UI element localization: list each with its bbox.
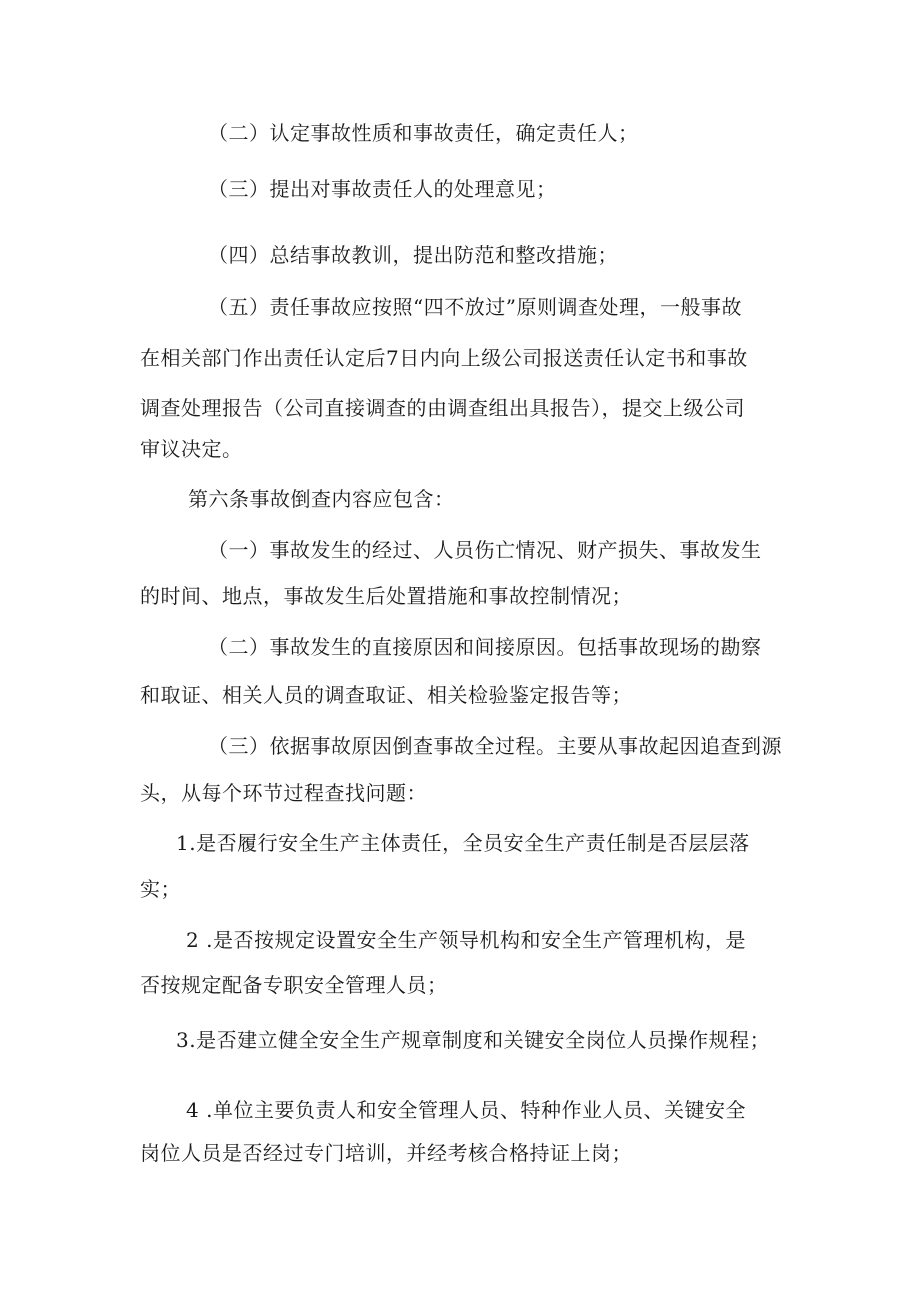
point-4-line-1: 4 .单位主要负责人和安全管理人员、特种作业人员、关键安全 [186, 1098, 746, 1122]
article-6-heading: 第六条事故倒查内容应包含： [188, 487, 455, 511]
item-2-line-1: （二）事故发生的直接原因和间接原因。包括事故现场的勘察 [208, 635, 762, 659]
point-2-line-1: 2 .是否按规定设置安全生产领导机构和安全生产管理机构，是 [186, 928, 746, 952]
clause-4-lessons-and-measures: （四）总结事故教训，提出防范和整改措施； [208, 243, 618, 267]
point-1-line-1: 1.是否履行安全生产主体责任，全员安全生产责任制是否层层落 [176, 831, 750, 855]
point-2-line-2: 否按规定配备专职安全管理人员； [140, 973, 448, 997]
clause-3-handling-opinion: （三）提出对事故责任人的处理意见； [208, 177, 557, 201]
clause-2-determine-responsibility: （二）认定事故性质和事故责任，确定责任人； [208, 121, 639, 145]
item-1-line-2: 的时间、地点，事故发生后处置措施和事故控制情况； [140, 584, 632, 608]
point-3-line-1: 3.是否建立健全安全生产规章制度和关键安全岗位人员操作规程； [176, 1028, 771, 1052]
item-3-line-2: 头，从每个环节过程查找问题： [140, 781, 427, 805]
item-2-line-2: 和取证、相关人员的调查取证、相关检验鉴定报告等； [140, 683, 632, 707]
item-1-line-1: （一）事故发生的经过、人员伤亡情况、财产损失、事故发生 [208, 538, 762, 562]
clause-5-line-2: 在相关部门作出责任认定后7日内向上级公司报送责任认定书和事故 [140, 346, 748, 370]
clause-5-line-1: （五）责任事故应按照“四不放过”原则调查处理，一般事故 [208, 295, 742, 319]
point-1-line-2: 实； [140, 877, 181, 901]
point-4-line-2: 岗位人员是否经过专门培训，并经考核合格持证上岗； [140, 1141, 632, 1165]
clause-5-line-4: 审议决定。 [140, 437, 243, 461]
item-3-line-1: （三）依据事故原因倒查事故全过程。主要从事故起因追查到源 [208, 734, 782, 758]
clause-5-line-3: 调查处理报告（公司直接调查的由调查组出具报告），提交上级公司 [140, 396, 745, 420]
